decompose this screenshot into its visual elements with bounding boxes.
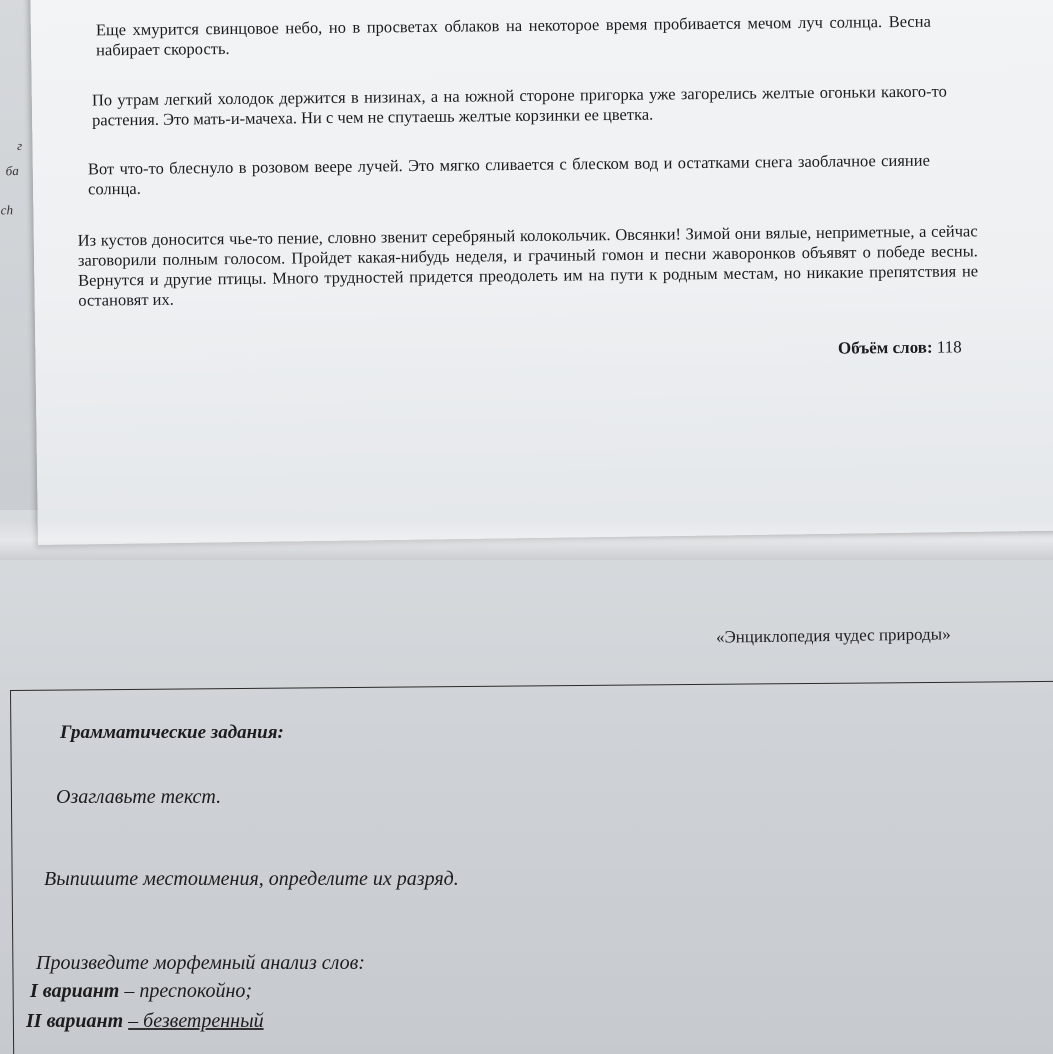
task-variant-2 xyxy=(26,1010,264,1033)
text-paragraph-4: Из кустов доносится чье-то пение, словно звенит серебряный колокольчик. Овсянки! Зимой они вялые, неприметные, а сейчас заговорили полным голосом. Пройдет какая-нибудь неделя, и грачиный гомон и песни жаворонков объявят о победе весны. Вернутся и другие птицы. Много трудностей придется преодолеть им на пути к родным местам, но никакие препятствия не остановят их. xyxy=(77,221,979,310)
variant-2-label: II вариант xyxy=(26,1010,124,1032)
task-title-text: Озаглавьте текст. xyxy=(56,786,222,808)
text-paragraph-1: Еще хмурится свинцовое небо, но в просветах облаков на некоторое время пробивается мечом луч солнца. Весна набирает скорость. xyxy=(95,11,931,60)
text-paragraph-3: Вот что-то блеснуло в розовом веере лучей. Это мягко сливается с блеском вод и остатками снега заоблачное сияние солнца. xyxy=(87,150,930,199)
word-count xyxy=(838,337,962,358)
word-count-value: 118 xyxy=(936,337,962,357)
task-morpheme-analysis: Произведите морфемный анализ слов: xyxy=(36,952,365,974)
text-paragraph-2: По утрам легкий холодок держится в низинах, а на южной стороне пригорка уже загорелись желтые огоньки какого-то растения. Это мать-и-мачеха. Ни с чем не спутаешь желтые корзинки ее цветка. xyxy=(91,81,947,130)
task-variant-1 xyxy=(30,980,252,1003)
margin-mark: ch xyxy=(0,202,14,218)
margin-mark: г xyxy=(16,137,23,154)
task-pronouns: Выпишите местоимения, определите их разряд. xyxy=(44,868,459,890)
word-count-label: Объём слов: xyxy=(837,337,933,358)
variant-1-word: – преспокойно; xyxy=(124,980,253,1002)
margin-mark: ба xyxy=(5,163,19,179)
tasks-title: Грамматические задания: xyxy=(60,722,284,743)
paper-fold xyxy=(0,520,1053,560)
variant-1-label: I вариант xyxy=(30,980,120,1002)
variant-2-word: – безветренный xyxy=(128,1010,264,1032)
text-source: «Энциклопедия чудес природы» xyxy=(715,624,951,647)
